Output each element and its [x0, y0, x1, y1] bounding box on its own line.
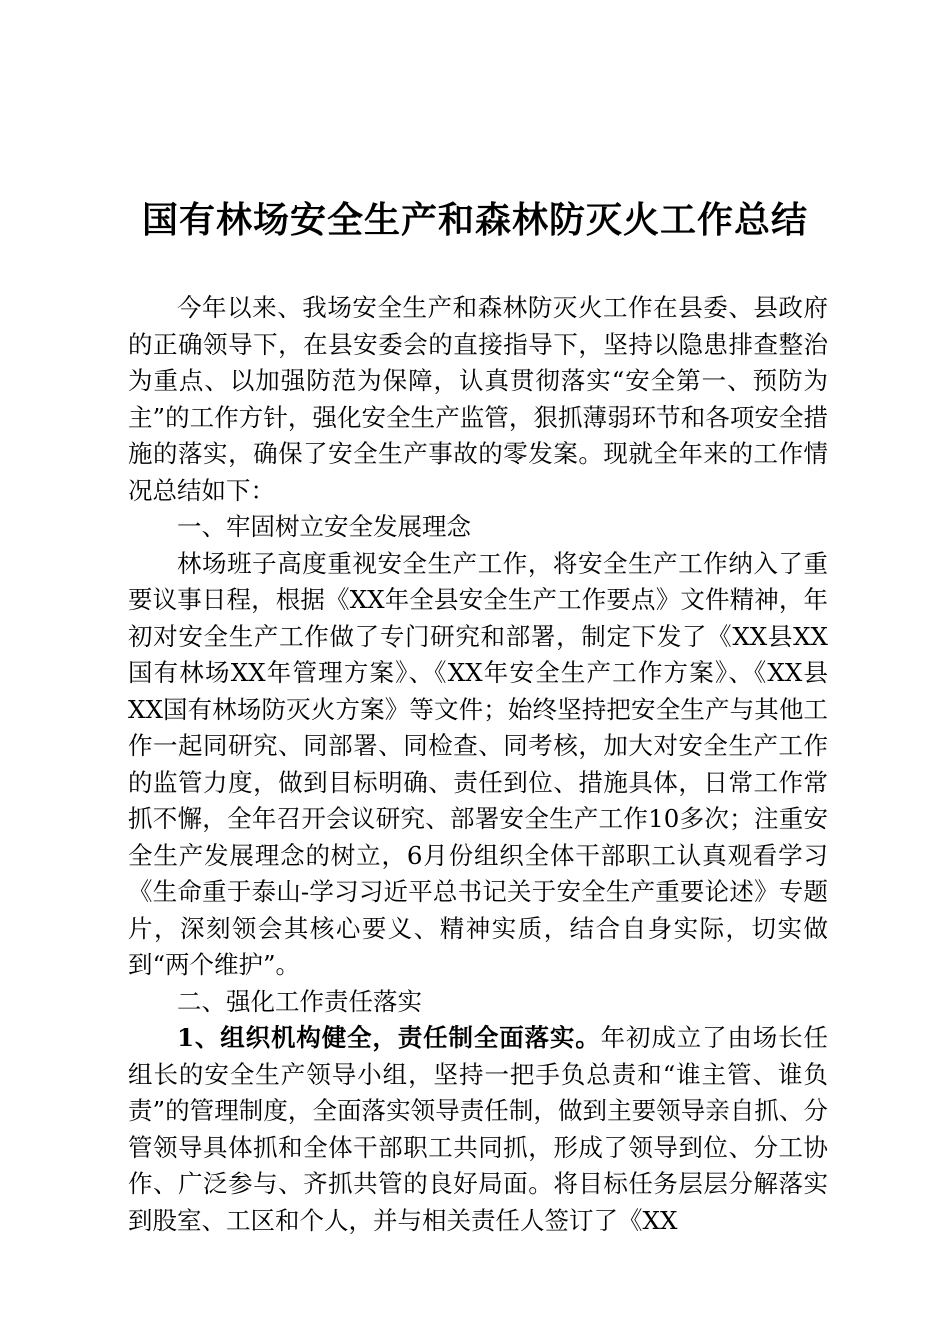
- section2-item1-lead: 1、组织机构健全，责任制全面落实。: [177, 1023, 601, 1052]
- section2-heading: 二、强化工作责任落实: [177, 986, 422, 1016]
- section1-paragraph: 林场班子高度重视安全生产工作，将安全生产工作纳入了重要议事日程，根据《XX年全县安全生产工作要点》文件精神，年初对安全生产工作做了专门研究和部署，制定下发了《XX县XX国有林场XX年管理方案》、《XX年安全生产工作方案》、《XX县XX国有林场防灭火方案》等文件；始终坚持把安全生产与其他工作一起同研究、同部署、同检查、同考核，加大对安全生产工作的监管力度，做到目标明确、责任到位、措施具体，日常工作常抓不懈，全年召开会议研究、部署安全生产工作10多次；注重安全生产发展理念的树立，6月份组织全体干部职工认真观看学习《生命重于泰山-学习习近平总书记关于安全生产重要论述》专题片，深刻领会其核心要义、精神实质，结合自身实际，切实做到“两个维护”。: [128, 548, 828, 979]
- intro-paragraph: 今年以来、我场安全生产和森林防灭火工作在县委、县政府的正确领导下，在县安委会的直接指导下，坚持以隐患排查整治为重点、以加强防范为保障，认真贯彻落实“安全第一、预防为主”的工作方针，强化安全生产监管，狠抓薄弱环节和各项安全措施的落实，确保了安全生产事故的零发案。现就全年来的工作情况总结如下：: [128, 293, 828, 505]
- document-title: 国有林场安全生产和森林防灭火工作总结: [141, 199, 808, 241]
- section2-item1-paragraph: [128, 1020, 828, 1239]
- section2-item1-text: 年初成立了由场长任组长的安全生产领导小组，坚持一把手负总责和“谁主管、谁负责”的管理制度，全面落实领导责任制，做到主要领导亲自抓、分管领导具体抓和全体干部职工共同抓，形成了领导到位、分工协作、广泛参与、齐抓共管的良好局面。将目标任务层层分解落实到股室、工区和个人，并与相关责任人签订了《XX: [128, 1023, 829, 1235]
- document-body: [128, 290, 828, 1239]
- section1-heading: 一、牢固树立安全发展理念: [177, 512, 471, 541]
